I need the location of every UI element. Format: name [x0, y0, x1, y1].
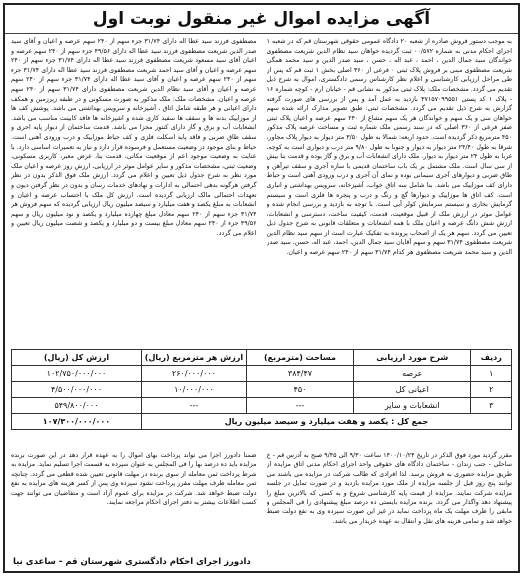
cell-unit-price: ۲۶۰/۰۰۰/۰۰۰	[141, 366, 246, 382]
header-row-number: ردیف	[471, 350, 512, 366]
cell-total-value: ۴/۵۰۰/۰۰۰/۰۰۰	[12, 382, 142, 398]
table-header-row	[12, 350, 512, 366]
cell-area: ---	[246, 398, 353, 414]
cell-area: ۴۵۰	[246, 382, 353, 398]
table-total-row	[12, 414, 512, 430]
cell-row-number: ۳	[471, 398, 512, 414]
cell-description: انشعابات و سایر	[354, 398, 471, 414]
header-unit-price: ارزش هر مترمربع (ریال)	[141, 350, 246, 366]
cell-row-number: ۲	[471, 382, 512, 398]
body-column-right: به موجب دستور فروش صادره از شعبه ۲۰ دادگاه عمومی حقوقی شهرستان قم که در شعبه ۱ اجرای احکام مدنی به شماره ۰۰/۵۷۲ ثبت گردیده خواهان سید نظام الدین شریعت مصطفوی خواندگان سید جمال الدین ، احمد ، عبد اله ، حسن ، سید صدر الدین و سید محمد همگی شریعت مصطفوی مبنی بر فروش پلاک ثبتی ۰ فرعی از ۳۶۰ اصلی بخش ۱ ثبت قم که پس از طی مراحل ارزیابی کارشناسی و اعلام نظر کارشناس رسمی دادگستری، اموال به شرح ذیل تقدیم می گردد. مشخصات ملک: پلاک ثبتی مذکور به نشانی قم - خیابان ارم - کوچه شماره ۱۶ - پلاک ۱ کد پستی ۳۷۱۵۷۰۹۹۵۵۱ بازدید به عمل آمد و پس از بررسی های صورت گرفته گزارش به شرح ذیل تقدیم می گردد. مشخصات ثبتی: طبق تصویر مدارک ارائه شده سهم خواهان سی و یک سهم و خواندگان هر یک سهم مشاع از ۲۴۰ سهم عرصه و اعیان پلاک ثبتی صفر فرعی از ۳۶۰ اصلی که در سند رسمی ملک شماره ثبت و مساحت عرصه پلاک مذکور ۴۵۰ مترمربع ذکر گردیده است. حدود اربعه: شمالا به طول ۳/۵۰ متر دیوار به دیوار پلاک مجاور، شرقا به طول ۲۴/۴۰ متر دیوار به دیوار و جنوبا به طول ۹/۸۰ متر درب و دیواری است به کوچه، غربا به طول ۲۴ متر دیوار به دیوار. ملک دارای انشعابات آب و برق و گاز بوده و قدمت بنا بیش از سی سال است. ملک مشتمل بر یک باب ساختمان قدیمی با سازه آجری و سقف تیرآهن و طاق ضربی و دیوارهای آجری سیمانی بوده و نمای آن آجری و درب ورودی آهنی است و حیاط دارای کف موزاییک می باشد. بنا شامل سه اتاق خواب، آشپزخانه، سرویس بهداشتی و انباری است. کف اتاق ها موزاییک و دیوارها گچ و رنگ و درب و پنجره ها فلزی است و سیستم گرمایش بخاری و سیستم سرمایش کولر آبی است. با توجه به بازدید و بررسی انجام شده و عوامل موثر در ارزش ملک از قبیل موقعیت، قدمت، کیفیت ساخت، دسترسی و انشعابات، ارزش شش دانگ عرصه و اعیان ملک با همه انشعابات و متعلقات قانونی به شرح جدول ذیل تعیین می گردد. سهم هر یک از اصحاب پرونده به تفکیک عبارت است از سهم سید نظام الدین شریعت مصطفوی ۳۱/۷۴ سهم و سهم آقایان سید جمال الدین، احمد، عبد اله، حسن، سید صدر الدین و سید محمد شریعت مصطفوی هر کدام ۳۱/۷۴ سهم از ۲۴۰ سهم عرصه و اعیان.	[266, 38, 512, 257]
body-column-left: مصطفوی فرزند سید عطا اله دارای ۳۱/۷۴ جزء سهم از ۲۴۰ سهم عرصه و اعیان و آقای سید صدر الدین شریعت مصطفوی فرزند سید عطا اله دارای ۴۹/۵۶ جزء سهم از ۲۴۰ سهم عرصه و اعیان آقای سید مسعود شریعت مصطفوی فرزند سید عطا اله دارای ۳۱/۷۴ جزء سهم از ۲۴۰ سهم عرصه و اعیان و آقای سید احمد شریعت مصطفوی فرزند سید عطا اله دارای ۳۱/۷۴ جزء سهم از ۲۴۰ سهم عرصه و اعیان و آقای سید عطا اله دارای ۳۱/۷۴ جزء سهم از ۲۴۰ سهم عرصه و اعیان و آقای سید نظام الدین شریعت مصطفوی دارای ۳۱/۷۴ سهم از ۲۴۰ سهم عرصه و اعیان. مشخصات ملک: ملک مذکور به صورت مسکونی و در طبقه زیرزمین و همکف دارای اعیانی و هر طبقه شامل اتاق ، آشپزخانه و سرویس بهداشتی می باشد. پوشش کف ها از موزاییک بدنه ها و سقف ها سفید کاری شده و اشپزخانه ها فاقد کابینت مناسب می باشد. انشعابات آب و برق و گاز دارای کنتور مجزا می باشد. قدمت ساختمان از دیوار پایه اجری و سقف طاق ضربی و فاقد پایه اسکلت فلزی و کف حیاط موزاییک و درب ورودی آهنی است. حیاط و بنای موجود در وضعیت مستعمل و فرسوده قرار دارد و نیاز به تعمیرات اساسی دارد. با عنایت به وضعیت موجود اعم از موقعیت مکانی، قدمت بنا، عرض معبر، کاربری مسکونی، وضعیت ثبتی، مشخصات مذکور و سایر عوامل موثر در ارزیابی، ارزش روز عرصه و اعیان ملک مورد نظر به شرح جدول ذیل تعیین و اعلام می گردد. ارزش ملک فوق الذکر بدون در نظر گرفتن هرگونه بدهی احتمالی به ادارات و نهادهای خدمات رسان و بدون در نظر گرفتن دیون و تعهدات احتمالی مالک ارزیابی گردیده است. ارزش کل ملک با احتساب عرصه و اعیان و انشعابات به مبلغ یکصد و هفت میلیارد و سیصد میلیون ریال ارزیابی گردیده که سهم فروش هر ۳۱/۷۴ جزء سهم از ۲۴۰ سهم معادل مبلغ چهارده میلیارد و یکصد و نود میلیون ریال و سهم ۴۹/۵۶ جزء از ۲۴۰ سهم معادل مبلغ بیست و دو میلیارد و یکصد و شصت میلیون ریال تعیین و اعلام می گردد.	[11, 38, 257, 237]
cell-description: عرصه	[354, 366, 471, 382]
table-row	[12, 382, 512, 398]
notice-body	[11, 37, 512, 345]
header-total-value: ارزش کل (ریال)	[12, 350, 142, 366]
cell-unit-price: ---	[141, 398, 246, 414]
cell-total-value: ۵۴۹/۸۰۰/۰۰۰	[12, 398, 142, 414]
notice-footer	[11, 451, 512, 567]
signature: دادورز اجرای احکام دادگستری شهرستان قم - ساعدی نیا	[13, 557, 251, 567]
title-bar	[5, 5, 518, 34]
cell-description: اعیانی کل	[354, 382, 471, 398]
auction-notice	[3, 3, 520, 573]
table-row	[12, 398, 512, 414]
cell-unit-price: ۱۰/۰۰۰/۰۰۰	[141, 382, 246, 398]
header-area: مساحت (مترمربع)	[246, 350, 353, 366]
notice-title: آگهی مزایده اموال غیر منقول نوبت اول	[92, 9, 431, 29]
footer-column-left: ضمنا دادورز اجرا می تواند پرداخت بهای اموال را به عهده قرار دهد در این صورت برنده مزایده باید ده درصد بها را فی المجلس به عنوان سپرده به قسمت اجرا تسلیم نماید. مزایده به شرط پرداخت ثمن معامله از سوی برنده در مهلت قانونی تعیین شده قطعی می گردد. چنانچه ثمن معامله ظرف مهلت مقرر پرداخت نشود سپرده وی پس از کسر هزینه های مزایده به نفع دولت ضبط خواهد شد. شرکت در مزایده برای عموم آزاد است و متقاضیان می توانند جهت کسب اطلاعات بیشتر به دفتر اجرای احکام مراجعه نمایند.	[11, 452, 257, 507]
total-label: جمع کل : یکصد و هفت میلیارد و سیصد میلیون ریال	[141, 414, 511, 430]
footer-column-right: مقرر گردید مورد فوق الذکر در تاریخ ۱۴۰۰/۱۰/۲۴ ساعت ۹/۳۰ الی ۹/۴۵ صبح به آدرس قم - خ ساحلی - جنب زندان - ساختمان دادگاه های حقوقی واحد اجرای احکام مدنی اتاق مزایده از طریق مزایده حضوری به فروش برسد. لذا افرادی که طالب شرکت در مزایده می باشند می توانند پنج روز قبل از جلسه مزایده از ملک مورد مزایده بازدید و در صورت تمایل در جلسه مزایده شرکت نمایند. مزایده از قیمت پایه کارشناسی شروع و به کسی که بالاترین مبلغ را پیشنهاد دهد واگذار می گردد. برنده مزایده بایستی ده درصد مبلغ پیشنهادی را فی المجلس و مابقی را ظرف مهلت یک ماه پرداخت نماید در غیر این صورت سپرده وی به نفع دولت ضبط خواهد شد و تمامی هزینه های نقل و انتقال به عهده خریدار می باشد.	[266, 452, 512, 525]
cell-total-value: ۱۰۲/۷۵۰/۰۰۰/۰۰۰	[12, 366, 142, 382]
header-description: شرح مورد ارزیابی	[354, 350, 471, 366]
total-value: ۱۰۷/۳۰۰/۰۰۰/۰۰۰	[12, 414, 142, 430]
cell-area: ۳۸۴/۴۷	[246, 366, 353, 382]
table-row	[12, 366, 512, 382]
cell-row-number: ۱	[471, 366, 512, 382]
valuation-table	[11, 349, 512, 430]
